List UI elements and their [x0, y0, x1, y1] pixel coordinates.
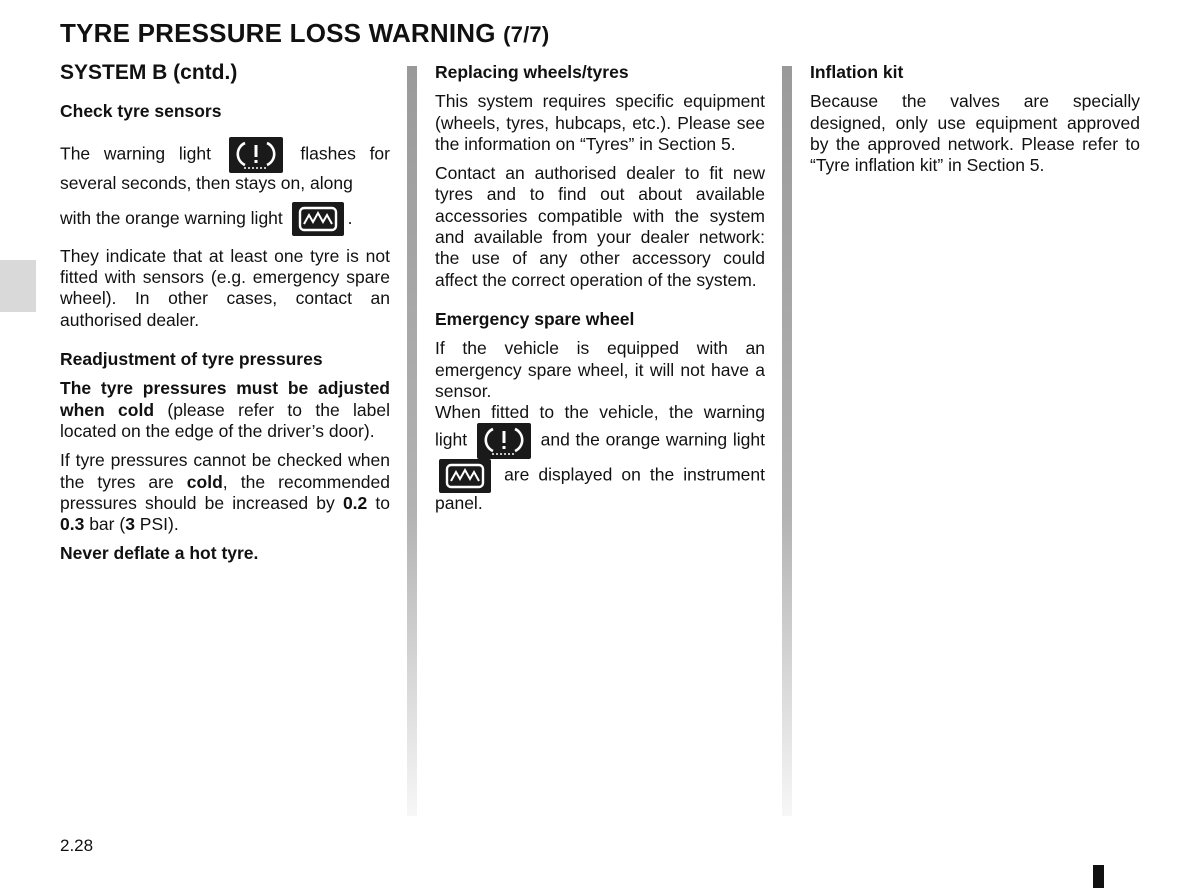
- column-right: [810, 62, 1140, 184]
- text-period: .: [347, 207, 353, 228]
- tyre-pressure-loss-orange-icon: [292, 202, 344, 236]
- paragraph-adjust-cold: [60, 378, 390, 442]
- paragraph-contact-dealer: Contact an authorised dealer to fit new tyres and to find out about available accessories compatible with the system and available from your dealer network: the use of any other accessory could affect the correct operation of the system.: [435, 163, 765, 290]
- text-warning-light: The warning light: [60, 143, 211, 164]
- page-title-text: TYRE PRESSURE LOSS WARNING: [60, 18, 496, 48]
- paragraph-when-fitted: [435, 402, 765, 515]
- heading-inflation-kit: Inflation kit: [810, 62, 904, 82]
- text-adjust-rest: (please refer to the label located on the edge of the driver’s door).: [60, 399, 391, 441]
- paragraph-increase-pressure: [60, 450, 390, 535]
- paragraph-orange-light: [60, 198, 390, 238]
- paragraph-valves: Because the valves are specially designed, only use equipment approved by the approved network. Please refer to “Tyre inflation kit” in Section 5.: [810, 91, 1140, 176]
- paragraph-indicate: They indicate that at least one tyre is not fitted with sensors (e.g. emergency spare wheel). In other cases, contact an authorised dealer.: [60, 245, 390, 330]
- section-title: SYSTEM B (cntd.): [60, 61, 238, 84]
- text-never-deflate: Never deflate a hot tyre.: [60, 543, 259, 564]
- page-number: 2.28: [60, 836, 94, 855]
- tyre-pressure-warning-icon: [229, 137, 283, 173]
- text-displayed: are displayed on the instrument panel.: [435, 465, 765, 514]
- text-value-high: 0.3: [60, 514, 85, 535]
- tyre-pressure-loss-orange-icon: [439, 459, 491, 493]
- text-when-fitted: When fitted to the vehicle, the warning light: [435, 402, 765, 451]
- text-to: to: [367, 492, 390, 513]
- heading-check-sensors: Check tyre sensors: [60, 101, 222, 122]
- paragraph-never-deflate: [60, 543, 390, 564]
- text-value-low: 0.2: [342, 492, 368, 513]
- heading-readjustment: Readjustment of tyre pressures: [60, 349, 323, 370]
- paragraph-warning-light: [60, 137, 390, 194]
- text-and-orange: and the orange warning: [540, 430, 728, 451]
- page-title: [60, 18, 549, 49]
- heading-replacing: Replacing wheels/tyres: [435, 62, 629, 82]
- text-light: light: [732, 430, 765, 451]
- text-p4b: , the recommended pressures should be increased by: [60, 471, 390, 513]
- text-bar: bar (: [84, 514, 126, 535]
- text-flashes: flashes for several seconds, then stays on, along: [60, 143, 390, 193]
- text-p4a: If tyre pressures cannot be checked when the tyres are: [60, 450, 390, 492]
- tyre-pressure-warning-icon: [477, 423, 531, 459]
- text-adjust-bold: The tyre pressures must be adjusted when cold: [60, 378, 390, 420]
- paragraph-specific-equipment: This system requires specific equipment (wheels, tyres, hubcaps, etc.). Please see the information on “Tyres” in Section 5.: [435, 91, 765, 154]
- paragraph-spare-no-sensor: If the vehicle is equipped with an emergency spare wheel, it will not have a sensor.: [435, 338, 765, 401]
- column-divider-left: [407, 66, 417, 816]
- page-title-part: (7/7): [503, 22, 550, 47]
- text-psi: PSI).: [134, 514, 179, 535]
- text-cold: cold: [186, 471, 223, 492]
- heading-spare-wheel: Emergency spare wheel: [435, 308, 635, 329]
- text-psi-value: 3: [125, 514, 135, 535]
- column-divider-right: [782, 66, 792, 816]
- text-orange-light: with the orange warning light: [60, 207, 283, 228]
- column-middle: [435, 62, 765, 523]
- column-left: [60, 62, 390, 573]
- page-end-marker: [1093, 865, 1104, 888]
- chapter-side-tab: [0, 260, 36, 312]
